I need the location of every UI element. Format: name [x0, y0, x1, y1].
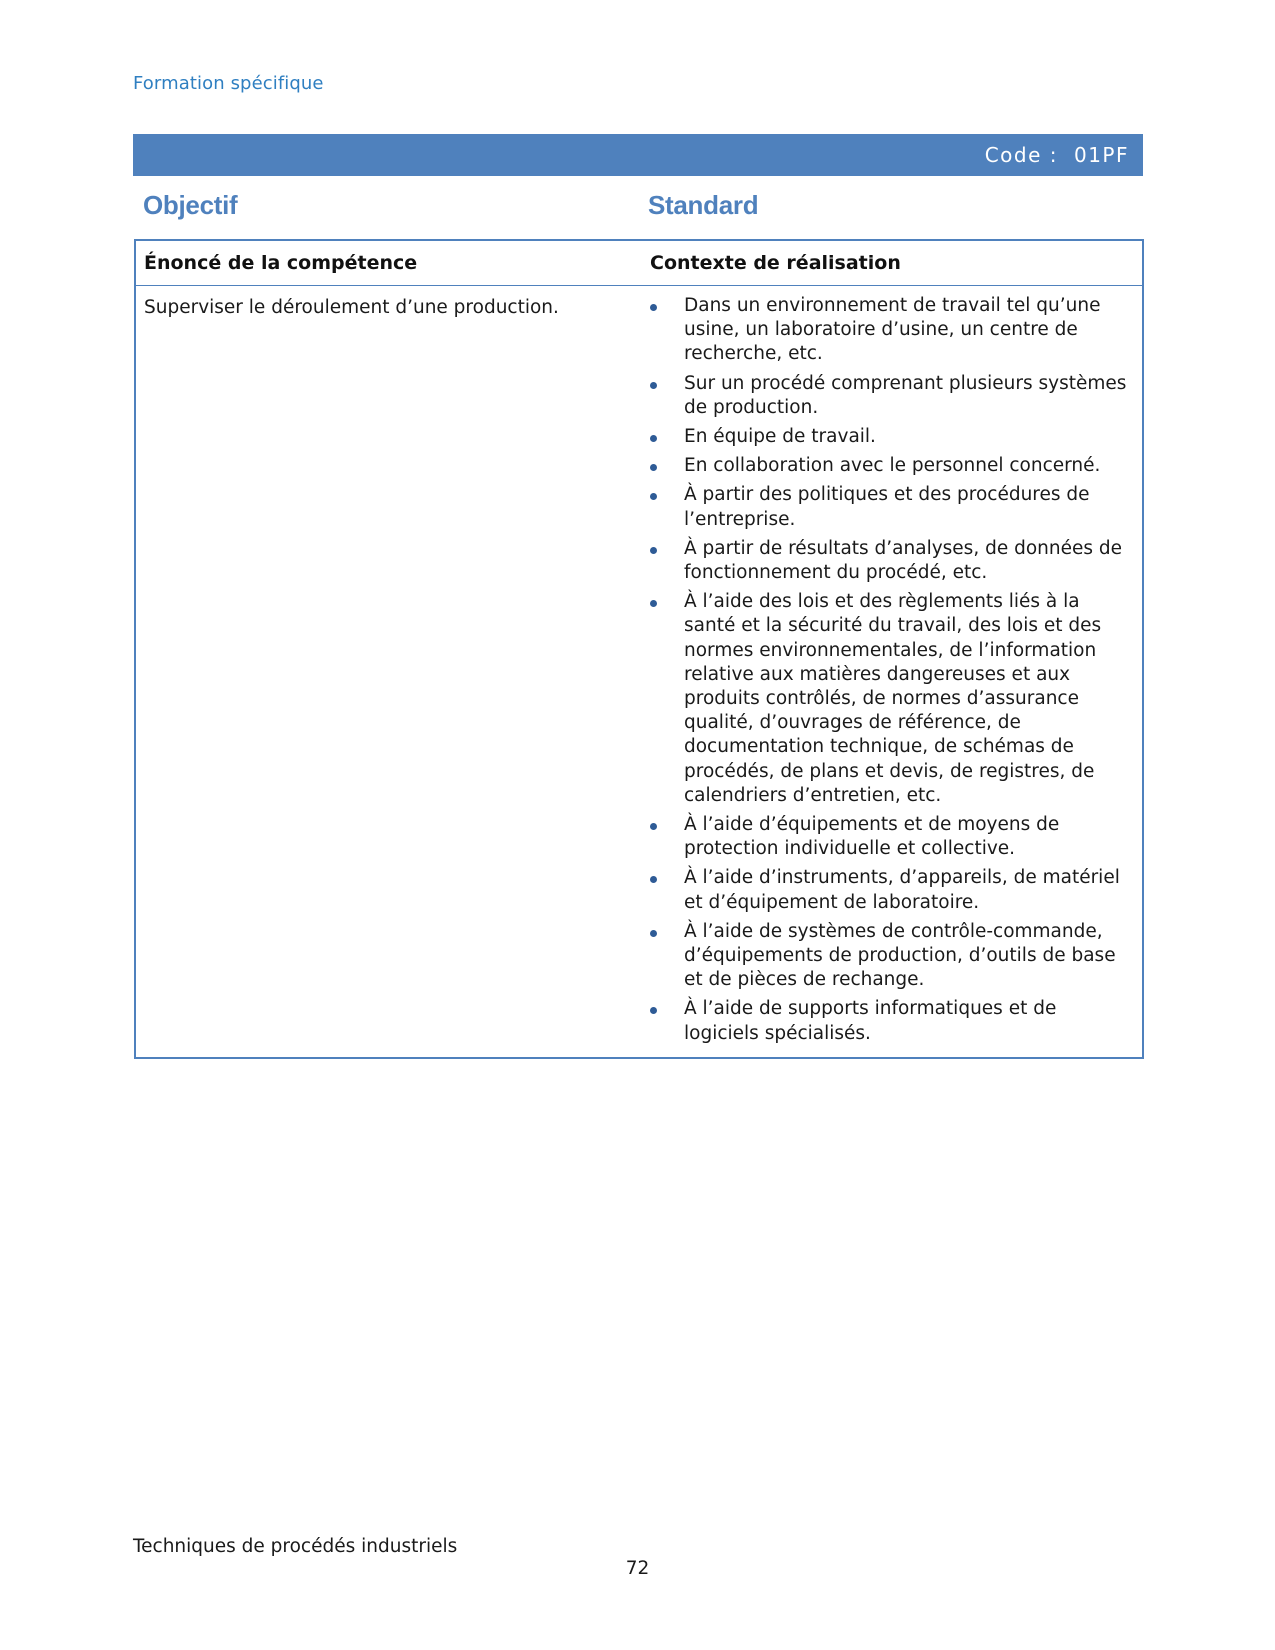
list-item — [640, 294, 1134, 367]
bullet-icon — [650, 435, 657, 442]
list-item — [640, 590, 1134, 808]
bullet-icon — [650, 823, 657, 830]
objectif-heading: Objectif — [143, 190, 238, 220]
list-item — [640, 425, 1134, 449]
footer-title: Techniques de procédés industriels — [133, 1536, 458, 1557]
list-item-text: À l’aide de supports informatiques et de logiciels spécialisés. — [684, 998, 1057, 1044]
list-item — [640, 537, 1134, 585]
list-item — [640, 454, 1134, 478]
table-header-row — [136, 241, 1142, 286]
bullet-icon — [650, 382, 657, 389]
competence-table — [134, 239, 1144, 1059]
list-item-text: À l’aide d’instruments, d’appareils, de matériel et d’équipement de laboratoire. — [684, 867, 1120, 913]
standard-heading: Standard — [648, 190, 759, 220]
code-label: Code : — [984, 143, 1058, 167]
list-item-text: À partir de résultats d’analyses, de données de fonctionnement du procédé, etc. — [684, 537, 1123, 584]
bullet-icon — [650, 493, 657, 500]
bullet-icon — [650, 1007, 657, 1014]
context-list — [640, 294, 1134, 1046]
list-item — [640, 997, 1134, 1045]
list-item-text: Sur un procédé comprenant plusieurs systèmes de production. — [684, 372, 1127, 418]
table-body-row — [136, 286, 1142, 1057]
page-number: 72 — [625, 1558, 650, 1579]
bullet-icon — [650, 464, 657, 471]
context-cell — [640, 294, 1142, 1051]
bullet-icon — [650, 876, 657, 883]
list-item — [640, 866, 1134, 914]
list-item — [640, 372, 1134, 420]
code-bar — [133, 134, 1143, 176]
enonce-header: Énoncé de la compétence — [144, 252, 418, 274]
list-item-text: À l’aide d’équipements et de moyens de protection individuelle et collective. — [684, 814, 1060, 860]
bullet-icon — [650, 600, 657, 607]
competence-statement: Superviser le déroulement d’une production. — [144, 297, 559, 318]
bullet-icon — [650, 930, 657, 937]
bullet-icon — [650, 547, 657, 554]
list-item-text: En équipe de travail. — [684, 426, 876, 448]
contexte-header: Contexte de réalisation — [650, 252, 901, 274]
list-item — [640, 813, 1134, 861]
code-value: 01PF — [1073, 143, 1129, 167]
list-item-text: À l’aide de systèmes de contrôle-commande, d’équipements de production, d’outils de base et de pièces de rechange. — [684, 920, 1116, 991]
running-head: Formation spécifique — [133, 73, 324, 94]
list-item — [640, 483, 1134, 531]
list-item-text: À partir des politiques et des procédures de l’entreprise. — [684, 484, 1090, 530]
list-item-text: Dans un environnement de travail tel qu’une usine, un laboratoire d’usine, un centre de recherche, etc. — [684, 295, 1101, 365]
list-item-text: À l’aide des lois et des règlements liés à la santé et la sécurité du travail, des lois et des normes environnementales, de l’information relative aux matières dangereuses et aux produits contrôlés, de normes d’assurance qualité, d’ouvrages de référence, de documentation technique, de schémas de procédés, de plans et devis, de registres, de calendriers d’entretien, etc. — [684, 591, 1102, 806]
list-item-text: En collaboration avec le personnel concerné. — [684, 455, 1101, 477]
bullet-icon — [650, 304, 657, 311]
list-item — [640, 920, 1134, 993]
